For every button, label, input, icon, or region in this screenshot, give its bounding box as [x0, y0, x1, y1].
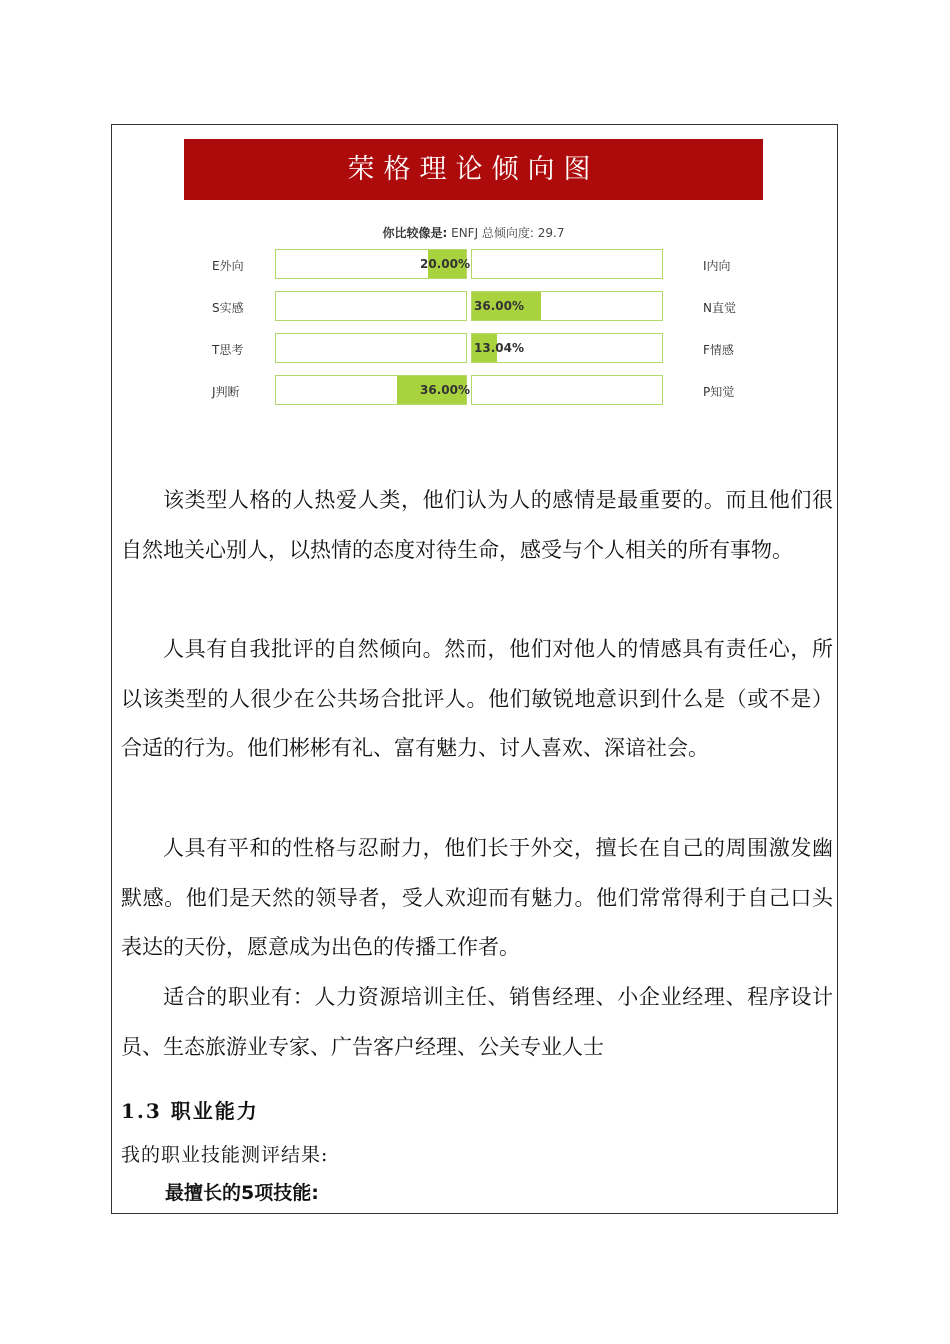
paragraph-2: 人具有自我批评的自然倾向。然而，他们对他人的情感具有责任心，所以该类型的人很少在公共场合批评人。他们敏锐地意识到什么是（或不是）合适的行为。他们彬彬有礼、富有魅力、讨人喜欢、深谙社会。: [121, 637, 833, 761]
section-intro: 我的职业技能测评结果:: [121, 1144, 329, 1166]
left-trait-label: T思考: [212, 343, 244, 357]
paragraph-4: 适合的职业有：人力资源培训主任、销售经理、小企业经理、程序设计员、生态旅游业专家、广告客户经理、公关专业人士: [121, 985, 833, 1059]
left-bar-box: [275, 249, 470, 279]
tendency-row: [0, 375, 950, 405]
paragraph-3: 人具有平和的性格与忍耐力，他们长于外交，擅长在自己的周围激发幽默感。他们是天然的领导者，受人欢迎而有魅力。他们常常得利于自己口头表达的天份，愿意成为出色的传播工作者。: [121, 836, 833, 960]
right-bar-box: [471, 249, 663, 279]
chart-subtitle: [184, 224, 763, 241]
section-heading: 1.3 职业能力: [121, 1099, 259, 1123]
left-trait-label: J判断: [212, 385, 240, 399]
right-trait-label: F情感: [703, 343, 734, 357]
percent-label: 36.00%: [420, 383, 470, 397]
left-bar-box: [275, 333, 467, 363]
right-bar-box: [471, 333, 663, 363]
tendency-row: [0, 249, 950, 279]
subtitle-result: ENFJ 总倾向度: 29.7: [447, 226, 565, 240]
right-trait-label: P知觉: [703, 385, 735, 399]
tendency-row: [0, 333, 950, 363]
percent-label: 36.00%: [474, 299, 524, 313]
right-bar-box: [471, 375, 663, 405]
top-skills-heading: 最擅长的5项技能:: [165, 1182, 319, 1204]
chart-title-banner: 荣格理论倾向图: [184, 139, 763, 200]
left-bar-box: [275, 291, 467, 321]
right-bar-box: [471, 291, 663, 321]
percent-label: 13.04%: [474, 341, 524, 355]
left-bar-box: [275, 375, 470, 405]
paragraph-1: 该类型人格的人热爱人类，他们认为人的感情是最重要的。而且他们很自然地关心别人，以热情的态度对待生命，感受与个人相关的所有事物。: [121, 488, 833, 562]
subtitle-prefix: 你比较像是:: [382, 226, 448, 240]
tendency-row: [0, 291, 950, 321]
left-trait-label: S实感: [212, 301, 244, 315]
right-trait-label: I内向: [703, 259, 731, 273]
left-trait-label: E外向: [212, 259, 244, 273]
right-trait-label: N直觉: [703, 301, 736, 315]
percent-label: 20.00%: [420, 257, 470, 271]
